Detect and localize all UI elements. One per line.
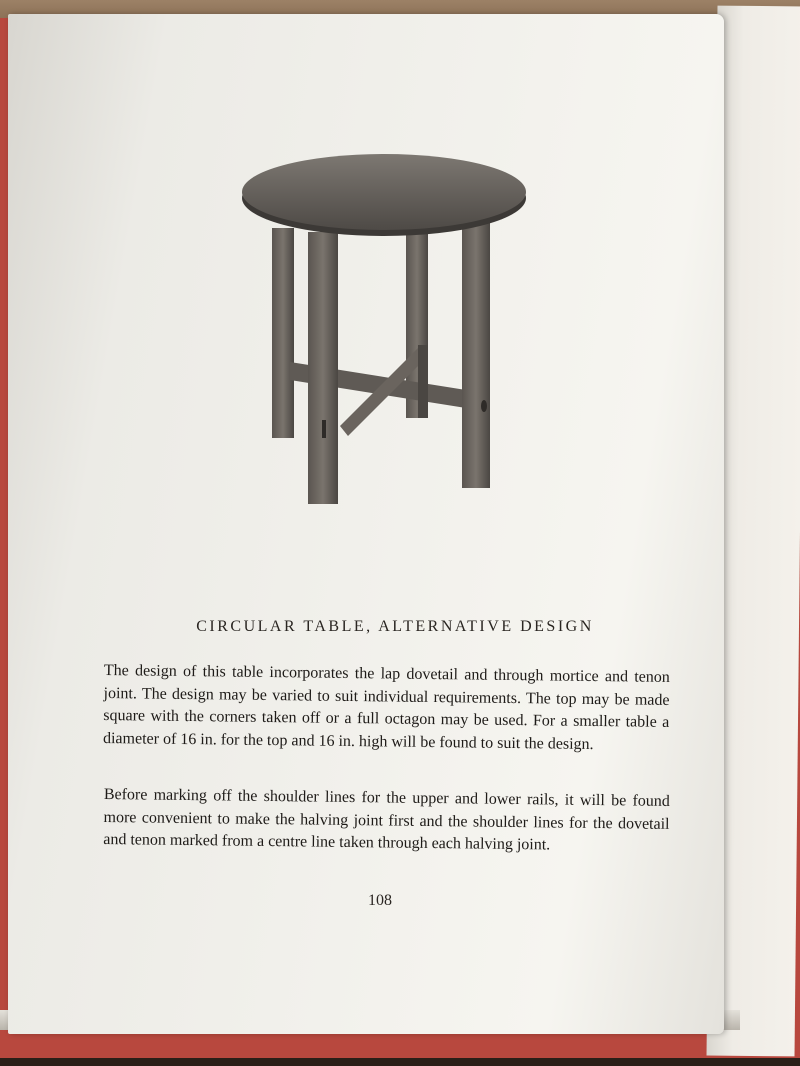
figure-caption: CIRCULAR TABLE, ALTERNATIVE DESIGN [196,618,594,635]
body-paragraph-1: The design of this table incorporates the lap dovetail and through mortice and tenon joint. The design may be varied to suit individual requirements. The top may be made square with the corners taken off or a full octagon may be used. For a smaller table a diameter of 16 in. for the top and 16 in. high will be found to suit the design. [102,661,670,753]
page-number: 108 [368,892,392,909]
body-paragraph-2: Before marking off the shoulder lines for the upper and lower rails, it will be found more convenient to make the halving joint first and the shoulder lines for the dovetail and tenon marked from a centre line taken through each halving joint. [103,785,670,854]
table-photograph [230,140,550,520]
